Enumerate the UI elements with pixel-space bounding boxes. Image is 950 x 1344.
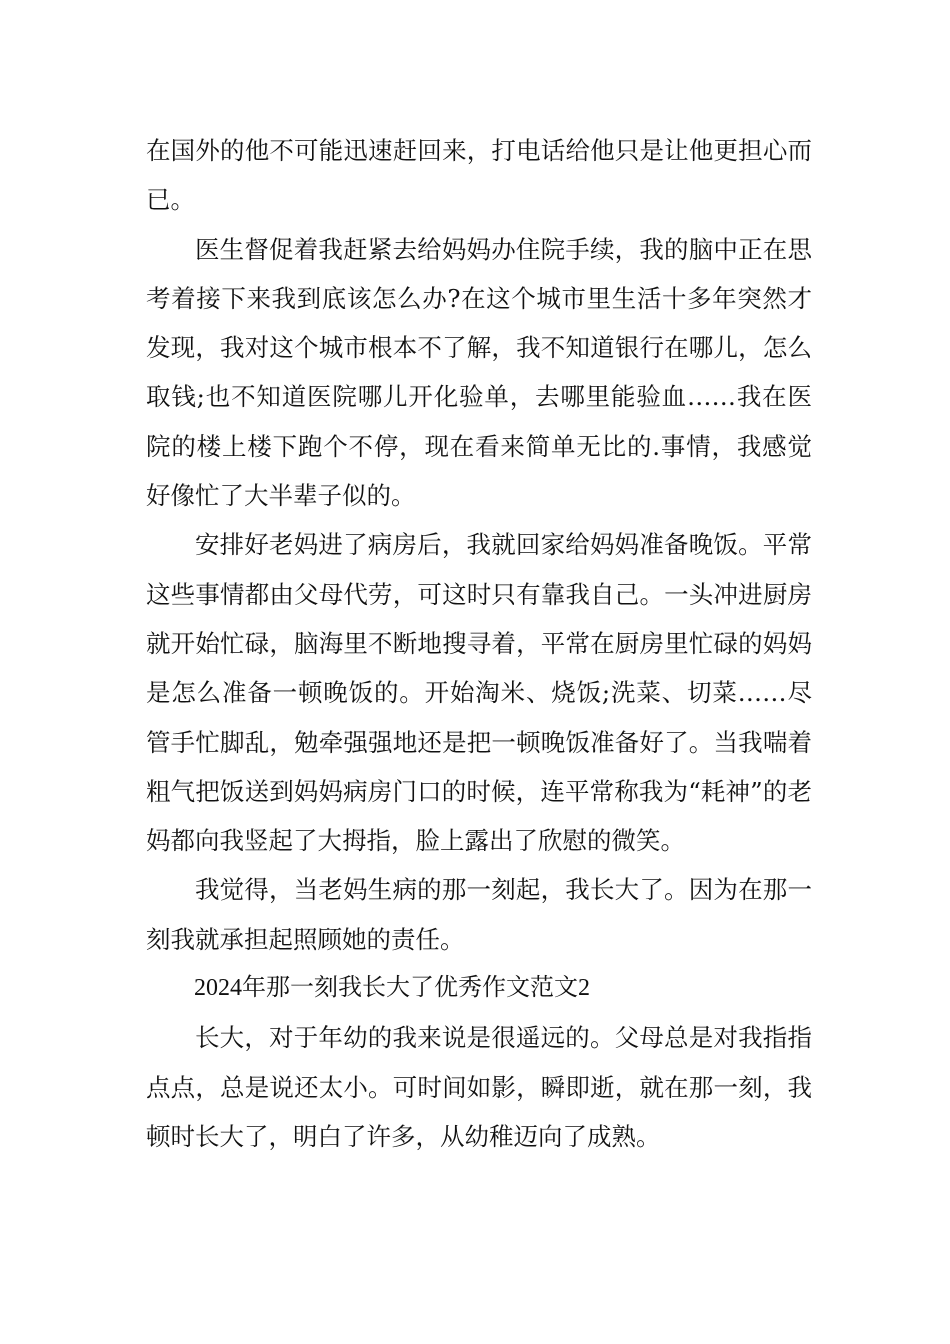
paragraph-section-intro: 长大，对于年幼的我来说是很遥远的。父母总是对我指指点点，总是说还太小。可时间如影，瞬即逝，就在那一刻，我顿时长大了，明白了许多，从幼稚迈向了成熟。 — [146, 1023, 812, 1151]
paragraph-conclusion: 我觉得，当老妈生病的那一刻起，我长大了。因为在那一刻我就承担起照顾她的责任。 — [146, 875, 812, 954]
paragraph-continuation: 在国外的他不可能迅速赶回来，打电话给他只是让他更担心而已。 — [146, 136, 812, 215]
document-page — [146, 126, 812, 1161]
section-title: 2024年那一刻我长大了优秀作文范文2 — [194, 975, 590, 1002]
paragraph-hospital-errands: 医生督促着我赶紧去给妈妈办住院手续，我的脑中正在思考着接下来我到底该怎么办?在这个城市里生活十多年突然才发现，我对这个城市根本不了解，我不知道银行在哪儿，怎么取钱;也不知道医院哪儿开化验单，去哪里能验血……我在医院的楼上楼下跑个不停，现在看来简单无比的.事情，我感觉好像忙了大半辈子似的。 — [146, 234, 812, 511]
paragraph-cooking-dinner: 安排好老妈进了病房后，我就回家给妈妈准备晚饭。平常这些事情都由父母代劳，可这时只有靠我自己。一头冲进厨房就开始忙碌，脑海里不断地搜寻着，平常在厨房里忙碌的妈妈是怎么准备一顿晚饭的。开始淘米、烧饭;洗菜、切菜……尽管手忙脚乱，勉牵强强地还是把一顿晚饭准备好了。当我喘着粗气把饭送到妈妈病房门口的时候，连平常称我为“耗神”的老妈都向我竖起了大拇指，脸上露出了欣慰的微笑。 — [146, 530, 812, 856]
